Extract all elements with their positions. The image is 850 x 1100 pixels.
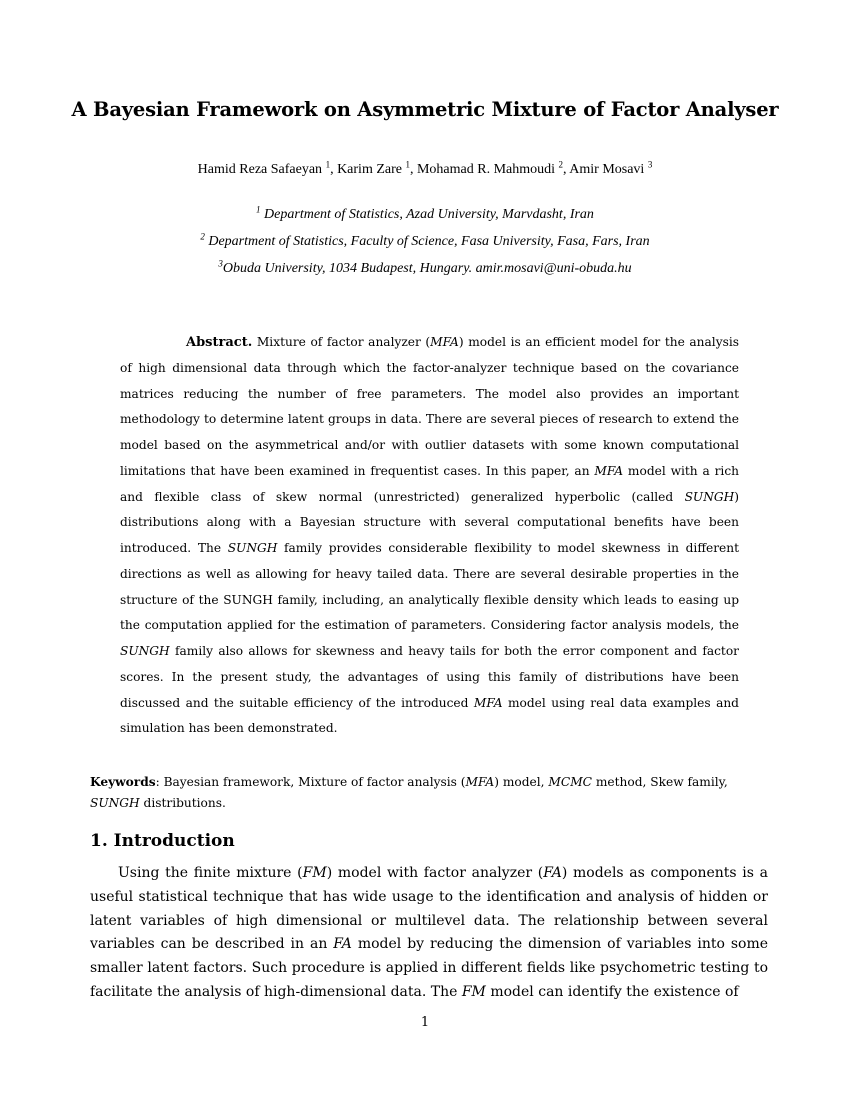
italic-term: FM — [302, 865, 327, 881]
italic-term: MFA — [465, 775, 495, 789]
text-run: model can identify the existence of — [485, 983, 739, 1000]
italic-term: MFA — [430, 335, 459, 349]
author-list — [0, 159, 850, 178]
text-run: ) model with factor analyzer ( — [326, 865, 544, 881]
italic-term: SUNGH — [227, 541, 278, 555]
affiliation-marker: 1 — [325, 159, 331, 170]
keywords — [90, 772, 770, 814]
abstract-body — [120, 335, 739, 735]
affiliation-marker: 3 — [647, 159, 653, 170]
text-run: family provides considerable flexibility to model skewness in different directions as well as allowing for heavy tailed data. There are several desirable properties in the structure of the SUNGH family, including, an analytically flexible density which leads to easing up the computation applied for the estimation of parameters. Considering factor analysis models, the — [120, 541, 739, 633]
text-run: model by reducing the dimension of variables into some smaller latent factors. Such procedure is applied in different fields like psychometric testing to facilitate the analysis of high-dimensional data. The — [90, 936, 769, 1000]
keywords-label: Keywords — [90, 775, 156, 789]
italic-term: SUNGH — [684, 489, 735, 504]
italic-term: MCMC — [548, 775, 592, 789]
paper-title: A Bayesian Framework on Asymmetric Mixture of Factor Analyser — [71, 98, 779, 121]
affiliation: $^2$ Department of Statistics, Faculty of Science, Fasa University, Fasa, Fars, Iran — [200, 231, 650, 249]
italic-term: SUNGH — [120, 644, 170, 658]
text-run: Mixture of factor analyzer ( — [252, 335, 431, 349]
text-run: ) model is an efficient model for the analysis of high dimensional data through which the factor-analyzer technique based on the covariance matrices reducing the number of free parameters. The model also provides an important methodology to determine latent groups in data. There are several pieces of research to extend the model based on the asymmetrical and/or with outlier datasets with some known computational limitations that have been examined in frequentist cases. In this paper, an — [120, 335, 739, 478]
text-run: Using the finite mixture ( — [118, 865, 303, 881]
italic-term: FA — [543, 865, 562, 881]
text-run: ) models as components is a useful statistical technique that has wide usage to the identification and analysis of hidden or latent variables of high dimensional or multilevel data. The relationship between several variables can be described in an — [90, 865, 768, 953]
text-run: model with a rich and flexible class of skew normal (unrestricted) generalized hyperbolic (called — [120, 463, 739, 504]
italic-term: MFA — [473, 695, 503, 710]
affiliation-marker: 2 — [558, 159, 564, 170]
author: Mohamad R. Mahmoudi $^2$, — [416, 159, 570, 177]
text-run: ) model, — [494, 775, 549, 789]
author: Hamid Reza Safaeyan $^1$, — [197, 159, 338, 177]
italic-term: FM — [461, 983, 486, 1000]
text-run: : Bayesian framework, Mixture of factor analysis ( — [155, 775, 466, 789]
affiliation-list — [0, 205, 850, 286]
affiliation-marker: 1 — [405, 159, 410, 170]
introduction-paragraph — [90, 862, 768, 1005]
italic-term: FA — [333, 936, 352, 953]
section-heading: 1. Introduction — [90, 831, 235, 851]
text-run: distributions. — [139, 796, 226, 810]
italic-term: MFA — [594, 463, 624, 478]
text-run: model using real data examples and simulation has been demonstrated. — [120, 695, 739, 736]
affiliation: $^1$ Department of Statistics, Azad University, Marvdasht, Iran — [256, 204, 594, 222]
affiliation: $^3$Obuda University, 1034 Budapest, Hungary. amir.mosavi@uni-obuda.hu — [218, 258, 632, 276]
author: Karim Zare $^1$, — [337, 159, 417, 177]
keywords-body — [90, 775, 728, 810]
italic-term: SUNGH — [90, 796, 140, 810]
text-run: family also allows for skewness and heavy tails for both the error component and factor scores. In the present study, the advantages of using this family of distributions have been discussed and the suitable efficiency of the introduced — [120, 644, 739, 710]
abstract — [120, 330, 739, 742]
author: Amir Mosavi $^3$ — [569, 159, 653, 177]
text-run: method, Skew family, — [592, 775, 728, 789]
page-number: 1 — [420, 1015, 430, 1030]
text-run: ) distributions along with a Bayesian structure with several computational benefits have been introduced. The — [120, 489, 739, 555]
abstract-label: Abstract. — [186, 335, 253, 350]
